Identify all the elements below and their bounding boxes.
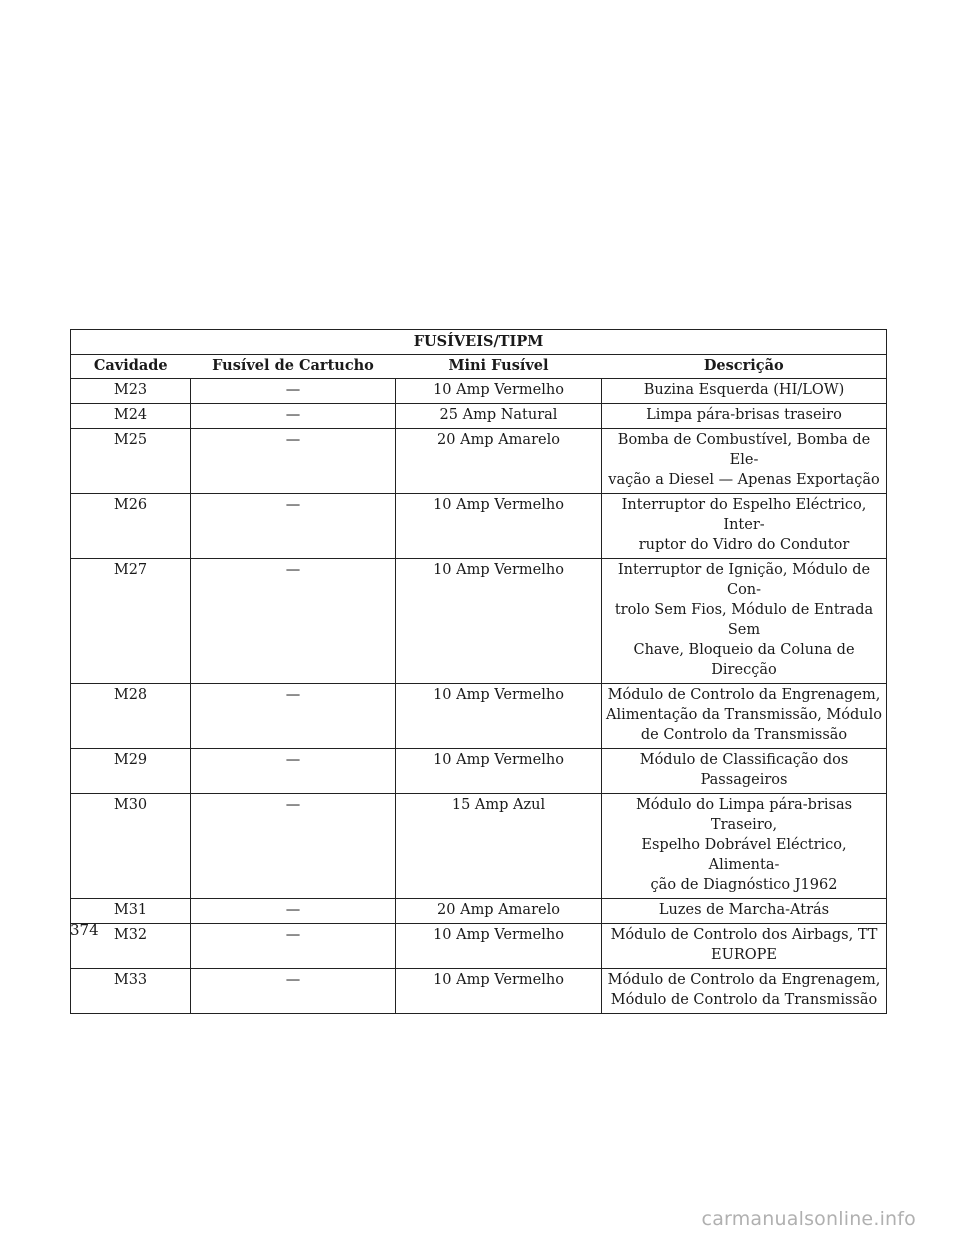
table-title-row <box>71 330 887 355</box>
table-row <box>71 899 887 924</box>
description-line: de Controlo da Transmissão <box>640 727 848 743</box>
cell-cartridge-fuse: — <box>191 404 396 429</box>
table-title: FUSÍVEIS/TIPM <box>71 330 887 355</box>
cell-description <box>602 684 887 749</box>
description-line: ção de Diagnóstico J1962 <box>650 877 838 893</box>
cell-cartridge-fuse: — <box>191 379 396 404</box>
cell-description <box>602 494 887 559</box>
description-line: Interruptor de Ignição, Módulo de Con- <box>617 562 871 598</box>
cell-mini-fuse: 25 Amp Natural <box>396 404 602 429</box>
cell-description <box>602 899 887 924</box>
cell-mini-fuse: 10 Amp Vermelho <box>396 559 602 684</box>
column-header-description: Descrição <box>602 355 887 379</box>
description-line: Módulo do Limpa pára-brisas Traseiro, <box>635 797 853 833</box>
table-row <box>71 379 887 404</box>
cell-cartridge-fuse: — <box>191 969 396 1014</box>
description-line: Módulo de Controlo da Engrenagem, <box>607 687 881 703</box>
description-line: Chave, Bloqueio da Coluna de Direcção <box>633 642 855 678</box>
table-row <box>71 494 887 559</box>
cell-cavity: M26 <box>71 494 191 559</box>
cell-cavity: M23 <box>71 379 191 404</box>
column-header-cavity: Cavidade <box>71 355 191 379</box>
description-line: trolo Sem Fios, Módulo de Entrada Sem <box>614 602 874 638</box>
cell-mini-fuse: 20 Amp Amarelo <box>396 899 602 924</box>
table-body <box>71 379 887 1014</box>
table-row <box>71 559 887 684</box>
description-line: ruptor do Vidro do Condutor <box>638 537 850 553</box>
description-line: Luzes de Marcha-Atrás <box>658 902 830 918</box>
cell-description <box>602 924 887 969</box>
description-line: Módulo de Controlo dos Airbags, TT <box>610 927 878 943</box>
table-row <box>71 749 887 794</box>
description-line: vação a Diesel — Apenas Exportação <box>608 472 880 488</box>
cell-mini-fuse: 10 Amp Vermelho <box>396 379 602 404</box>
description-line: Limpa pára-brisas traseiro <box>646 407 842 423</box>
fuse-table <box>70 329 887 1014</box>
description-line: Bomba de Combustível, Bomba de Ele- <box>617 432 871 468</box>
cell-description <box>602 969 887 1014</box>
table-row <box>71 924 887 969</box>
cell-cartridge-fuse: — <box>191 749 396 794</box>
column-header-cartridge-fuse: Fusível de Cartucho <box>212 357 374 374</box>
cell-cartridge-fuse: — <box>191 494 396 559</box>
cell-cavity: M28 <box>71 684 191 749</box>
cell-cartridge-fuse: — <box>191 899 396 924</box>
watermark-text: carmanualsonline.info <box>701 1208 916 1230</box>
cell-mini-fuse: 10 Amp Vermelho <box>396 969 602 1014</box>
cell-cartridge-fuse: — <box>191 559 396 684</box>
description-line: Espelho Dobrável Eléctrico, Alimenta- <box>641 837 847 873</box>
cell-cavity: M25 <box>71 429 191 494</box>
cell-mini-fuse: 10 Amp Vermelho <box>396 494 602 559</box>
table-row <box>71 969 887 1014</box>
description-line: Interruptor do Espelho Eléctrico, Inter- <box>621 497 867 533</box>
cell-description <box>602 749 887 794</box>
description-line: EUROPE <box>711 947 777 963</box>
cell-cavity: M29 <box>71 749 191 794</box>
cell-description <box>602 429 887 494</box>
cell-description <box>602 404 887 429</box>
table-row <box>71 684 887 749</box>
description-line: Buzina Esquerda (HI/LOW) <box>643 382 845 398</box>
table-row <box>71 429 887 494</box>
page-number: 374 <box>70 921 99 939</box>
cell-cavity: M32 <box>71 924 191 969</box>
cell-mini-fuse: 15 Amp Azul <box>396 794 602 899</box>
table-row <box>71 794 887 899</box>
column-header-mini-fuse: Mini Fusível <box>448 357 549 374</box>
cell-cavity: M30 <box>71 794 191 899</box>
table-row <box>71 404 887 429</box>
cell-cavity: M27 <box>71 559 191 684</box>
description-line: Módulo de Classificação dos Passageiros <box>639 752 849 788</box>
table-header-row <box>71 355 887 379</box>
description-line: Alimentação da Transmissão, Módulo <box>606 707 882 723</box>
cell-cartridge-fuse: — <box>191 429 396 494</box>
cell-cavity: M24 <box>71 404 191 429</box>
cell-cartridge-fuse: — <box>191 924 396 969</box>
cell-description <box>602 559 887 684</box>
cell-cartridge-fuse: — <box>191 684 396 749</box>
cell-cartridge-fuse: — <box>191 794 396 899</box>
cell-mini-fuse: 10 Amp Vermelho <box>396 924 602 969</box>
description-line: Módulo de Controlo da Engrenagem, <box>607 972 881 988</box>
cell-description <box>602 794 887 899</box>
cell-mini-fuse: 10 Amp Vermelho <box>396 749 602 794</box>
cell-cavity: M33 <box>71 969 191 1014</box>
cell-mini-fuse: 10 Amp Vermelho <box>396 684 602 749</box>
cell-cavity: M31 <box>71 899 191 924</box>
cell-description <box>602 379 887 404</box>
cell-mini-fuse: 20 Amp Amarelo <box>396 429 602 494</box>
description-line: Módulo de Controlo da Transmissão <box>610 992 878 1008</box>
